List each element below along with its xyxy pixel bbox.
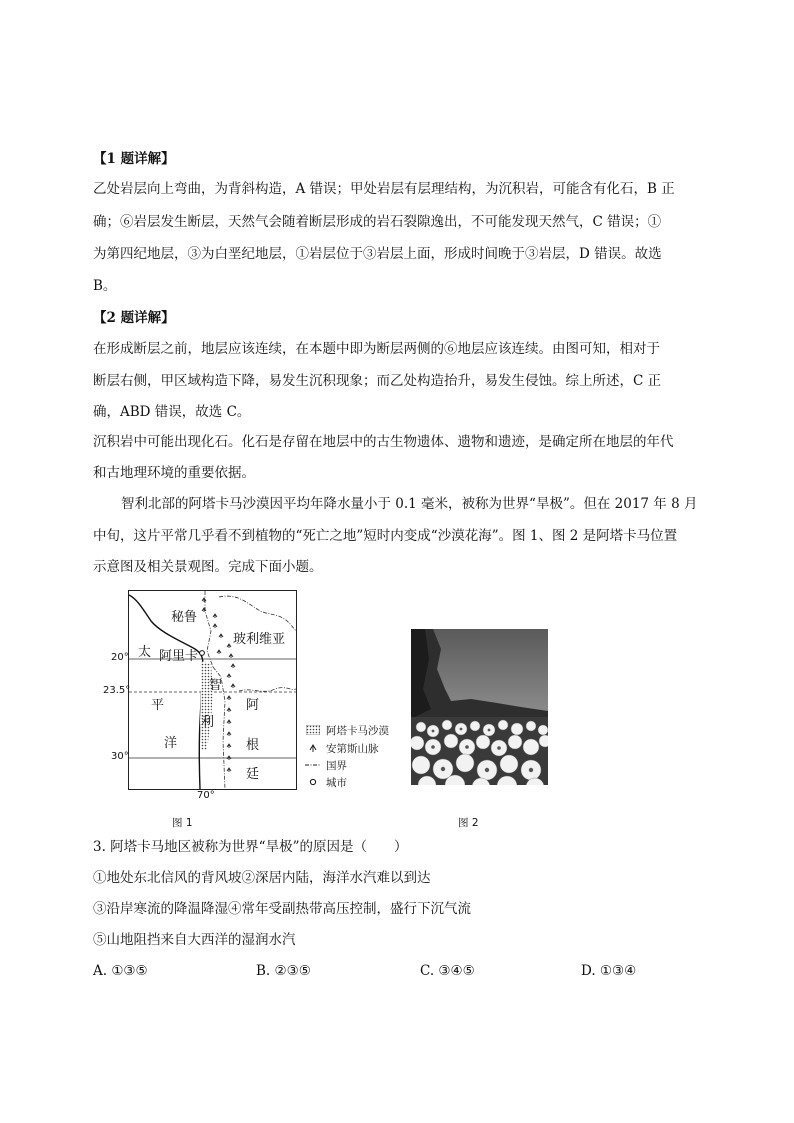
legend-border-label: 国界 xyxy=(326,760,347,772)
legend-city-label: 城市 xyxy=(326,777,347,789)
label-argentina-1: 阿 xyxy=(246,698,260,713)
atacama-map xyxy=(128,590,297,790)
border-bolivia-north xyxy=(219,596,296,631)
mountain-icon xyxy=(306,743,320,753)
border-peru-bolivia xyxy=(205,591,213,667)
intro-line-2: 中旬，这片平常几乎看不到植物的“死亡之地”短时内变成“沙漠花海”。图 1、图 2 是阿塔卡马位置 xyxy=(93,528,678,544)
desert-flowers-photo xyxy=(411,629,548,785)
label-pacific-1: 太 xyxy=(138,645,152,660)
figure-2-caption: 图 2 xyxy=(458,817,479,829)
q3-option-b[interactable]: B. ②③⑤ xyxy=(256,963,311,979)
intro-line-1: 智利北部的阿塔卡马沙漠因平均年降水量小于 0.1 毫米，被称为世界“旱极”。但在 2017 年 8 月 xyxy=(121,496,698,512)
legend-andes-label: 安第斯山脉 xyxy=(326,743,379,755)
border-line-icon xyxy=(305,760,321,770)
lon-label-70: 70° xyxy=(197,790,215,801)
q2-heading: 【2 题详解】 xyxy=(93,310,175,326)
intro-line-3: 示意图及相关景观图。完成下面小题。 xyxy=(93,559,323,575)
q3-statement-2: ③沿岸寒流的降温降湿④常年受副热带高压控制，盛行下沉气流 xyxy=(93,901,471,917)
q1-line-2: 确；⑥岩层发生断层，天然气会随着断层形成的岩石裂隙逸出，不可能发现天然气，C 错误；① xyxy=(93,214,662,230)
label-peru: 秘鲁 xyxy=(171,610,198,625)
q3-option-d[interactable]: D. ①③④ xyxy=(581,963,637,979)
q2-line-3: 确，ABD 错误，故选 C。 xyxy=(93,404,251,420)
label-pacific-2: 平 xyxy=(151,698,165,713)
q1-line-1: 乙处岩层向上弯曲，为背斜构造，A 错误；甲处岩层有层理结构，为沉积岩，可能含有化石，B 正 xyxy=(93,181,675,197)
q1-line-4: B。 xyxy=(93,278,117,294)
figure-area xyxy=(93,585,713,835)
lat-label-23-5: 23.5° xyxy=(103,685,131,696)
q3-stem: 3. 阿塔卡马地区被称为世界“旱极”的原因是（ ） xyxy=(93,839,408,855)
q2-line-2: 断层右侧，甲区域构造下降，易发生沉积现象；而乙处构造抬升，易发生侵蚀。综上所述，C 正 xyxy=(93,373,662,389)
q3-option-a[interactable]: A. ①③⑤ xyxy=(93,963,148,979)
figure-1-caption: 图 1 xyxy=(172,817,193,829)
q2-line-4: 沉积岩中可能出现化石。化石是存留在地层中的古生物遗体、遗物和遗迹，是确定所在地层的年代 xyxy=(93,434,674,450)
q2-line-1: 在形成断层之前，地层应该连续，在本题中即为断层两侧的⑥地层应该连续。由图可知，相对于 xyxy=(93,341,660,357)
lat-label-20: 20° xyxy=(111,652,129,663)
q3-statement-1: ①地处东北信风的背风坡②深居内陆，海洋水汽难以到达 xyxy=(93,870,431,886)
desert-hatch-icon xyxy=(306,725,320,735)
label-bolivia: 玻利维亚 xyxy=(233,632,286,647)
q3-option-c[interactable]: C. ③④⑤ xyxy=(420,963,475,979)
lat-label-30: 30° xyxy=(111,751,129,762)
label-arica: 阿里卡 xyxy=(159,649,199,664)
city-dot-icon xyxy=(306,777,320,787)
q3-statement-3: ⑤山地阻挡来自大西洋的湿润水汽 xyxy=(93,932,296,948)
legend-desert-label: 阿塔卡马沙漠 xyxy=(326,725,389,737)
border-bolivia-south xyxy=(239,688,296,692)
q1-line-3: 为第四纪地层，③为白垩纪地层，①岩层位于③岩层上面，形成时间晚于③岩层，D 错误。故选 xyxy=(93,246,662,262)
label-chile-1: 智 xyxy=(209,678,223,693)
label-argentina-3: 廷 xyxy=(246,767,260,782)
label-argentina-2: 根 xyxy=(246,738,260,753)
flowers-photo-drawing xyxy=(411,629,548,785)
arica-city-dot xyxy=(200,651,205,656)
q2-line-5: 和古地理环境的重要依据。 xyxy=(93,465,255,481)
label-chile-2: 利 xyxy=(201,715,215,730)
q1-heading: 【1 题详解】 xyxy=(93,151,175,167)
label-pacific-3: 洋 xyxy=(164,736,178,751)
